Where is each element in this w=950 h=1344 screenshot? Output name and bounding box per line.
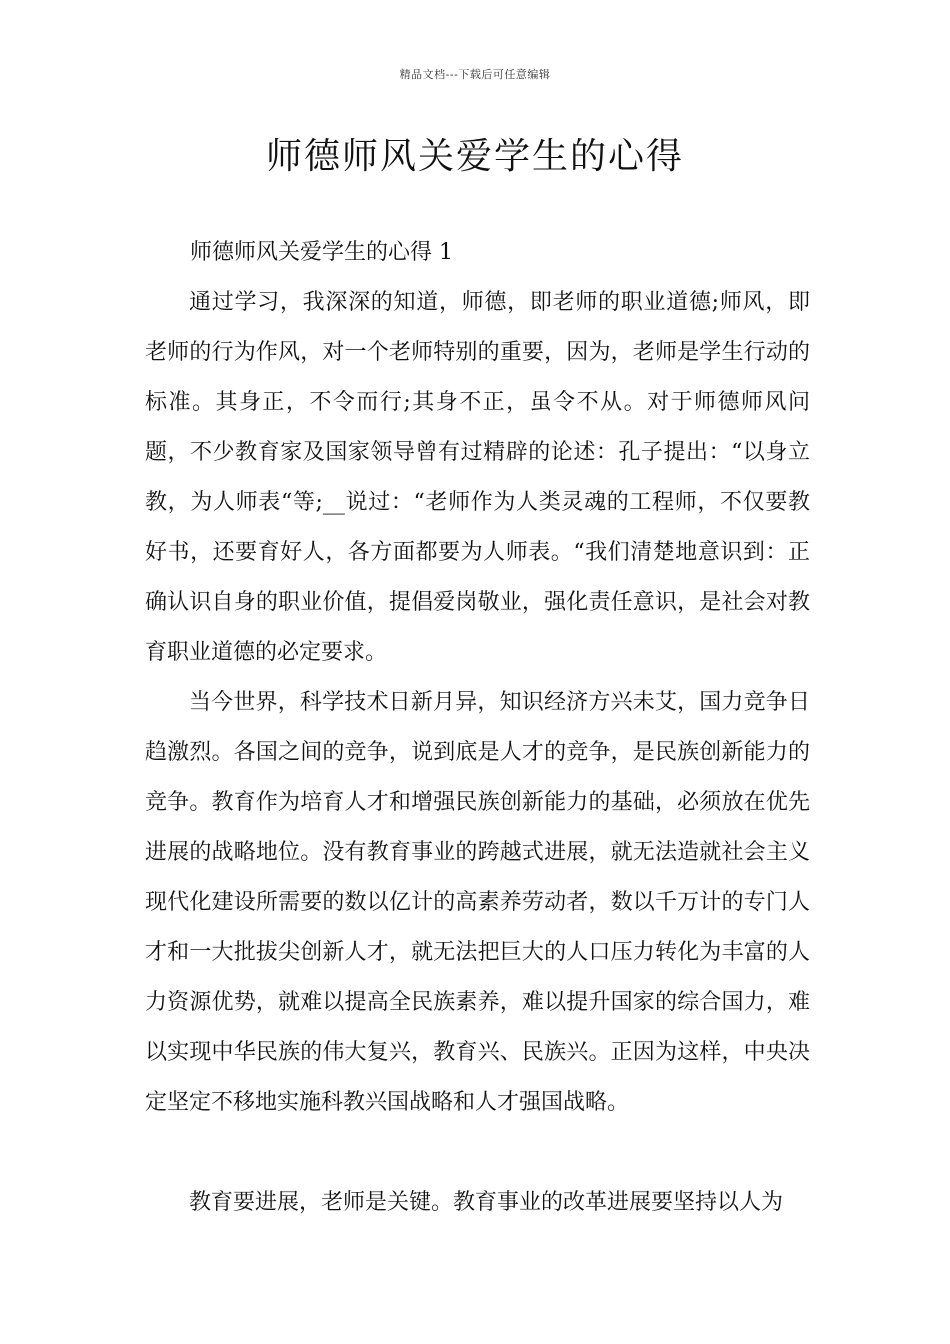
document-title: 师德师风关爱学生的心得	[265, 136, 684, 177]
paragraph-block-1	[145, 278, 810, 678]
section-subtitle: 师德师风关爱学生的心得 1	[190, 240, 453, 265]
paragraph-block-2	[145, 678, 810, 1128]
header-note: 精品文档---下载后可任意编辑	[399, 68, 551, 81]
body-paragraph: 教育要进展，老师是关键。教育事业的改革进展要坚持以人为	[189, 1190, 784, 1215]
paragraph-block-3	[145, 1178, 810, 1228]
body-paragraph: 通过学习，我深深的知道，师德，即老师的职业道德;师风，即老师的行为作风，对一个老师特别的重要，因为，老师是学生行动的标准。其身正，不令而行;其身不正，虽令不从。对于师德师风问题，不少教育家及国家领导曾有过精辟的论述：孔子提出：“以身立教，为人师表“等;__说过：“老师作为人类灵魂的工程师，不仅要教好书，还要育好人，各方面都要为人师表。“我们清楚地意识到：正确认识自身的职业价值，提倡爱岗敬业，强化责任意识，是社会对教育职业道德的必定要求。	[145, 290, 810, 665]
body-paragraph: 当今世界，科学技术日新月异，知识经济方兴未艾，国力竞争日趋激烈。各国之间的竞争，说到底是人才的竞争，是民族创新能力的竞争。教育作为培育人才和增强民族创新能力的基础，必须放在优先进展的战略地位。没有教育事业的跨越式进展，就无法造就社会主义现代化建设所需要的数以亿计的高素养劳动者，数以千万计的专门人才和一大批拔尖创新人才，就无法把巨大的人口压力转化为丰富的人力资源优势，就难以提高全民族素养，难以提升国家的综合国力，难以实现中华民族的伟大复兴，教育兴、民族兴。正因为这样，中央决定坚定不移地实施科教兴国战略和人才强国战略。	[145, 690, 810, 1115]
